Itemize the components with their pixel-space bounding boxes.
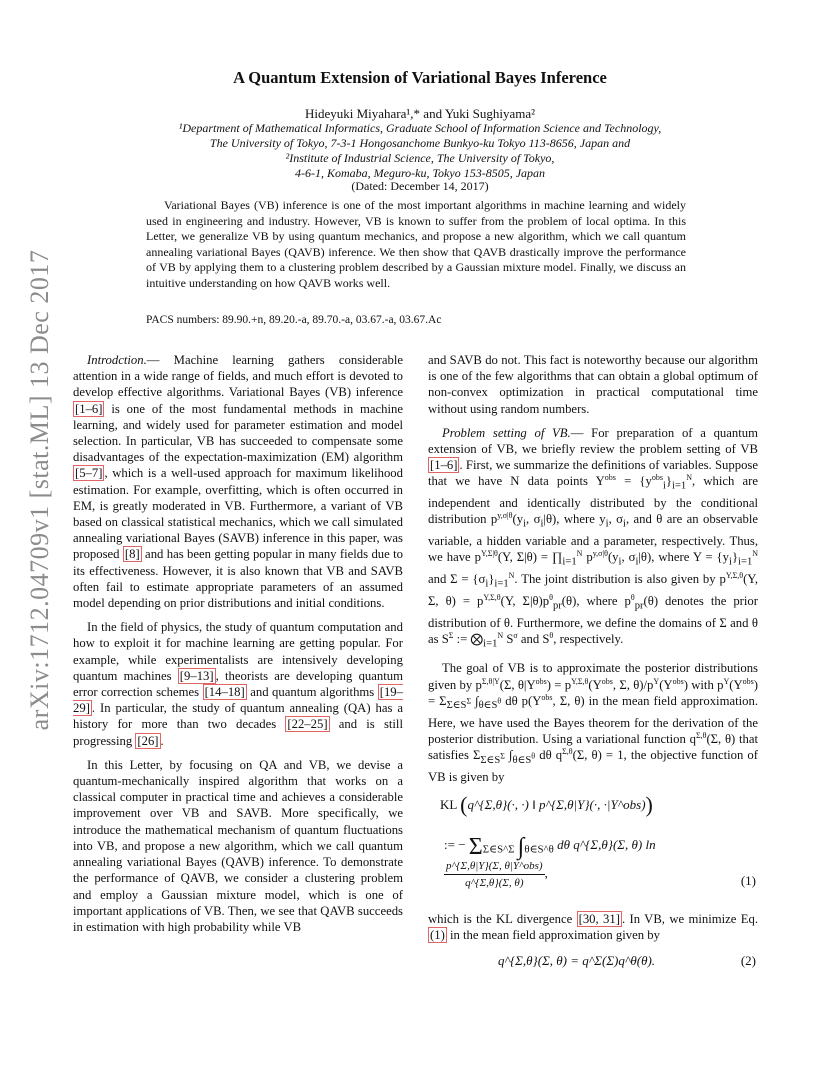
continuation-paragraph: and SAVB do not. This fact is noteworthy because our algorithm is one of the few algorithms that can obtain a global optimum of non-convex optimization in practical computational time without using random numbers.	[428, 353, 758, 416]
kl-paragraph: which is the KL divergence [30, 31] . In VB, we minimize Eq. (1) in the mean field approximation given by	[428, 911, 758, 943]
equation-2-number: (2)	[740, 953, 756, 969]
section-head-problem: Problem setting of VB.	[442, 425, 571, 440]
problem-setting-paragraph: Problem setting of VB.— For preparation of a quantum extension of VB, we briefly review the problem setting of VB [1–6] . First, we summarize the definitions of variables. Suppose that we have N data points $Y^{obs} = \{y^{obs}_i\}_{i=1}^N$, which are independent and identically distributed by the conditional distribution $p^{y,\sigma|\theta}(y_i$, $\sigma_i|\theta$), where $y_i$, $\sigma_i$, and θ are an observable variable, a hidden variable and a parameter, respectively. Thus, we have $p^{Y,\Sigma|\theta}(Y$, $\Sigma|\theta) = \prod_{i=1}^N$ $p^{y,\sigma|\theta}(y_i$, $\sigma_i|\theta$), where $Y = \{y_i\}_{i=1}^N$ and $\Sigma = \{\sigma_i\}_{i=1}^N$. The joint distribution is also given by $p^{Y,\Sigma,\theta}(Y$, Σ, $\theta) = p^{Y,\Sigma,\theta}(Y$, $\Sigma|\theta)p^\theta_{pr}(\theta)$, where $p^\theta_{pr}(\theta)$ denotes the prior distribution of θ. Furthermore, we define the domains of Σ and θ as $S^\Sigma$ := $⨂_{i=1}^N$ $S^\sigma$ and $S^\theta$, respectively.	[428, 425, 759, 650]
equation-1-number: (1)	[740, 872, 756, 888]
affiliation-2-address: 4-6-1, Komaba, Meguro-ku, Tokyo 153-8505, Japan	[294, 166, 546, 180]
paper-title: A Quantum Extension of Variational Bayes Inference	[233, 68, 607, 87]
goal-paragraph: The goal of VB is to approximate the posterior distributions given by $p^{\Sigma,\theta|Y}(\Sigma$, $\theta|Y^{obs}) = p^{Y,\Sigma,\theta}(Y^{obs}$, Σ, $\theta)/p^Y(Y^{obs})$ with $p^Y(Y^{obs}) = \Sigma_{\Sigma\in S^\Sigma}$ $\int_{\theta\in S^\theta}$ dθ $p(Y^{obs}$, Σ, θ) in the mean field approximation. Here, we have used the Bayes theorem for the derivation of the posterior distribution. Using a variational function $q^{\Sigma,\theta}(\Sigma$, θ) that satisfies $\Sigma_{\Sigma\in S^\Sigma}$ $\int_{\theta\in S^\theta}$ dθ $q^{\Sigma,\theta}(\Sigma$, θ) = 1, the objective function of VB is given by	[428, 661, 759, 784]
equation-1-line-2: := − $\Sigma_{\Sigma\in S\^{}\Sigma}$ $\int_{\theta\in S\^{}\theta}$ dθ q^{Σ,θ}(Σ, θ) ln $\frac{\text{p\textasciicircum{}\{Σ,θ|Y\}(Σ, θ|Y\textasciicircum{}obs)}}{q\^{}\{\Sigma,\theta\}(\Sigma, \theta)}$ ,	[444, 837, 758, 891]
abstract: Variational Bayes (VB) inference is one of the most important algorithms in machine learning and widely used in engineering and industry. However, VB is known to suffer from the problem of local optima. In this Letter, we generalize VB by using quantum mechanics, and propose a new algorithm, which we call quantum annealing variational Bayes (QAVB) inference. We then show that QAVB drastically improve the performance of VB by applying them to a clustering problem described by a Gaussian mixture model. Finally, we discuss an intuitive understanding on how QAVB works well.	[146, 198, 686, 290]
affiliation-1: ¹Department of Mathematical Informatics, Graduate School of Information Science and Technology,	[178, 121, 662, 135]
affiliation-2: ²Institute of Industrial Science, The University of Tokyo,	[285, 151, 555, 165]
author-line: Hideyuki Miyahara¹,* and Yuki Sughiyama²	[304, 106, 536, 121]
pacs-numbers: PACS numbers: 89.90.+n, 89.20.-a, 89.70.-a, 03.67.-a, 03.67.Ac	[146, 314, 442, 326]
equation-ref-link[interactable]: (1)	[430, 928, 445, 943]
affiliation-1-address: The University of Tokyo, 7-3-1 Hongosanchome Bunkyo-ku Tokyo 113-8656, Japan and	[209, 136, 631, 150]
citation-link[interactable]: [26]	[137, 733, 159, 748]
citation-link[interactable]: [22–25]	[287, 717, 328, 732]
equation-2	[428, 951, 758, 975]
equation-2-body: q^{Σ,θ}(Σ, θ) = q^Σ(Σ)q^θ(θ).	[498, 953, 656, 969]
citation-link[interactable]: [9–13]	[179, 668, 214, 683]
physics-paragraph: In the field of physics, the study of quantum computation and how to exploit it for machine learning are getting popular. For example, while experimentalists are intensively developing quantum machines [9–13] , theorists are developing quantum error correction schemes [14–18] and quantum algorithms [19–29] . In particular, the study of quantum annealing (QA) has a history for more than two decades [22–25] and is still progressing [26] .	[73, 620, 403, 748]
left-column	[73, 352, 403, 943]
equation-1	[428, 793, 758, 903]
section-head-intro: Introdction.	[87, 353, 147, 367]
equation-1-fraction: $\frac{\text{p\textasciicircum{}\{Σ,θ|Y\}(Σ, θ|Y\textasciicircum{}obs)}}{q\^{}\{\Sigma,\theta\}(\Sigma, \theta)}$	[446, 859, 543, 889]
citation-link[interactable]: [8]	[124, 547, 140, 562]
citation-link[interactable]: [1–6]	[430, 458, 458, 473]
citation-link[interactable]: [5–7]	[75, 466, 103, 481]
dated-line: (Dated: December 14, 2017)	[351, 179, 489, 193]
citation-link[interactable]: [1–6]	[75, 401, 103, 416]
citation-link[interactable]: [30, 31]	[578, 911, 620, 926]
citation-link[interactable]: [14–18]	[204, 685, 245, 700]
equation-1-line-1: KL (q^{Σ,θ}(·, ·) ‖ p^{Σ,θ|Y}(·, ·|Y^obs))	[440, 791, 653, 817]
arxiv-sidebar-stamp	[14, 249, 66, 731]
arxiv-id[interactable]: arXiv:1712.04709v1 [stat.ML] 13 Dec 2017	[25, 249, 54, 731]
citation-link[interactable]: [19–29]	[73, 685, 403, 716]
letter-paragraph: In this Letter, by focusing on QA and VB, we devise a quantum-mechanically inspired algorithm that works on a classical computer in practical time and achieves a considerable improvement over VB and SAVB. More specifically, we introduce the mathematical mechanism of quantum fluctuations into VB, and propose a new algorithm, which we call quantum annealing variational Bayes (QAVB) inference. To demonstrate the performance of QAVB, we consider a clustering problem and employ a Gaussian mixture model, which is one of important applications of VB. Then, we see that QAVB succeeds in estimation with high probability while VB	[73, 757, 403, 934]
right-column	[428, 352, 758, 975]
intro-paragraph: Introdction.— Machine learning gathers considerable attention in a wide range of fields, and much effort is devoted to develop effective algorithms. Variational Bayes (VB) inference [1–6] is one of the most fundamental methods in machine learning, and widely used for parameter estimation and model selection. In particular, VB has succeeded to compensate some disadvantages of the expectation-maximization (EM) algorithm [5–7] , which is a well-used approach for maximum likelihood estimation. For example, overfitting, which is often occurred in EM, is greatly moderated in VB. Furthermore, a variant of VB based on classical statistical mechanics, which we call simulated annealing variational Bayes (SAVB) inference in this paper, was proposed [8] and has been getting popular in many fields due to its effectiveness. However, it is also known that VB and SAVB often fail to estimate appropriate parameters of an assumed model depending on prior distributions and initial conditions.	[73, 353, 404, 611]
